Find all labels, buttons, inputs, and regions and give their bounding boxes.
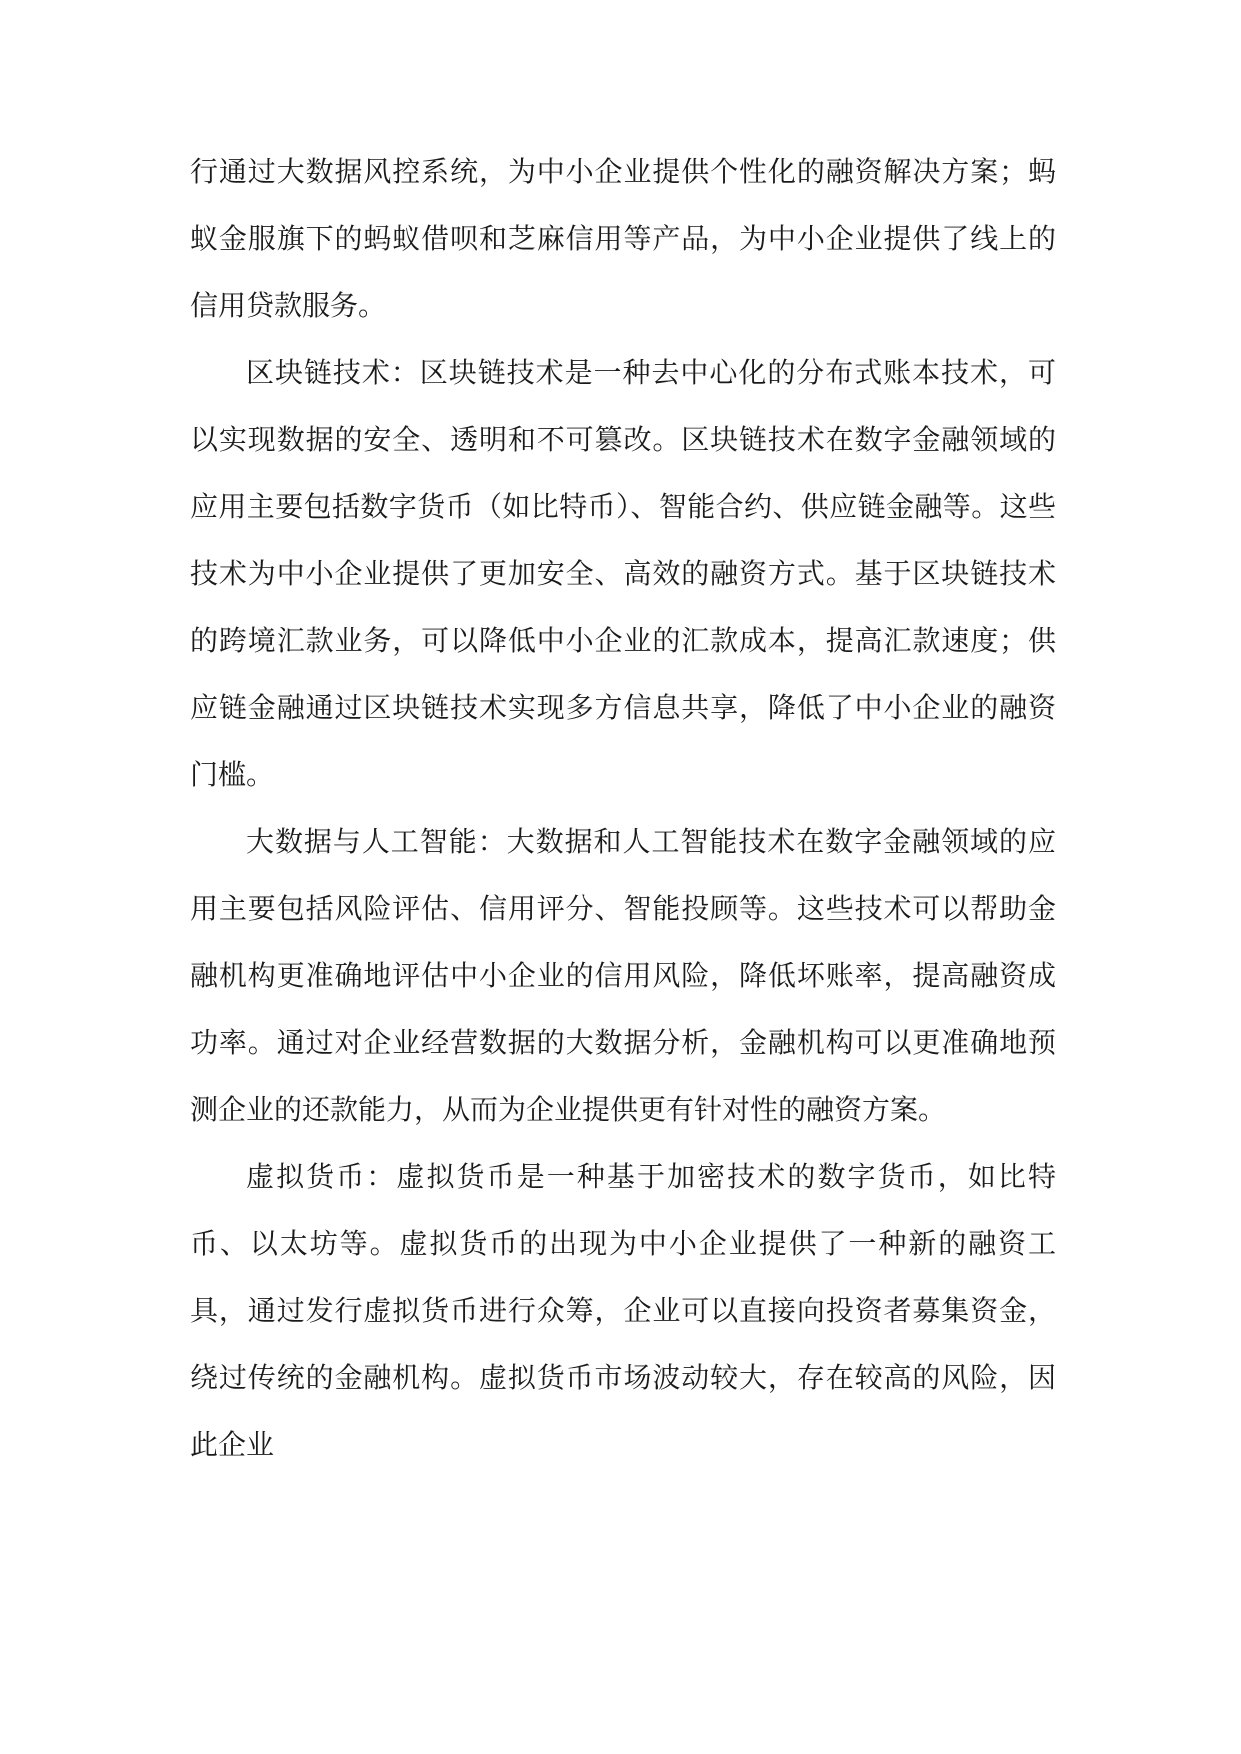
paragraph-blockchain: 区块链技术：区块链技术是一种去中心化的分布式账本技术，可以实现数据的安全、透明和不可篡改。区块链技术在数字金融领域的应用主要包括数字货币（如比特币）、智能合约、供应链金融等。这些技术为中小企业提供了更加安全、高效的融资方式。基于区块链技术的跨境汇款业务，可以降低中小企业的汇款成本，提高汇款速度；供应链金融通过区块链技术实现多方信息共享，降低了中小企业的融资门槛。	[190, 356, 1056, 791]
paragraph-virtual-currency: 虚拟货币：虚拟货币是一种基于加密技术的数字货币，如比特币、以太坊等。虚拟货币的出现为中小企业提供了一种新的融资工具，通过发行虚拟货币进行众筹，企业可以直接向投资者募集资金，绕过传统的金融机构。虚拟货币市场波动较大，存在较高的风险，因此企业	[190, 1160, 1056, 1461]
paragraph-big-data-ai: 大数据与人工智能：大数据和人工智能技术在数字金融领域的应用主要包括风险评估、信用评分、智能投顾等。这些技术可以帮助金融机构更准确地评估中小企业的信用风险，降低坏账率，提高融资成功率。通过对企业经营数据的大数据分析，金融机构可以更准确地预测企业的还款能力，从而为企业提供更有针对性的融资方案。	[190, 825, 1056, 1126]
document-body	[190, 138, 1056, 1478]
paragraph-continuation: 行通过大数据风控系统，为中小企业提供个性化的融资解决方案；蚂蚁金服旗下的蚂蚁借呗和芝麻信用等产品，为中小企业提供了线上的信用贷款服务。	[190, 155, 1056, 322]
